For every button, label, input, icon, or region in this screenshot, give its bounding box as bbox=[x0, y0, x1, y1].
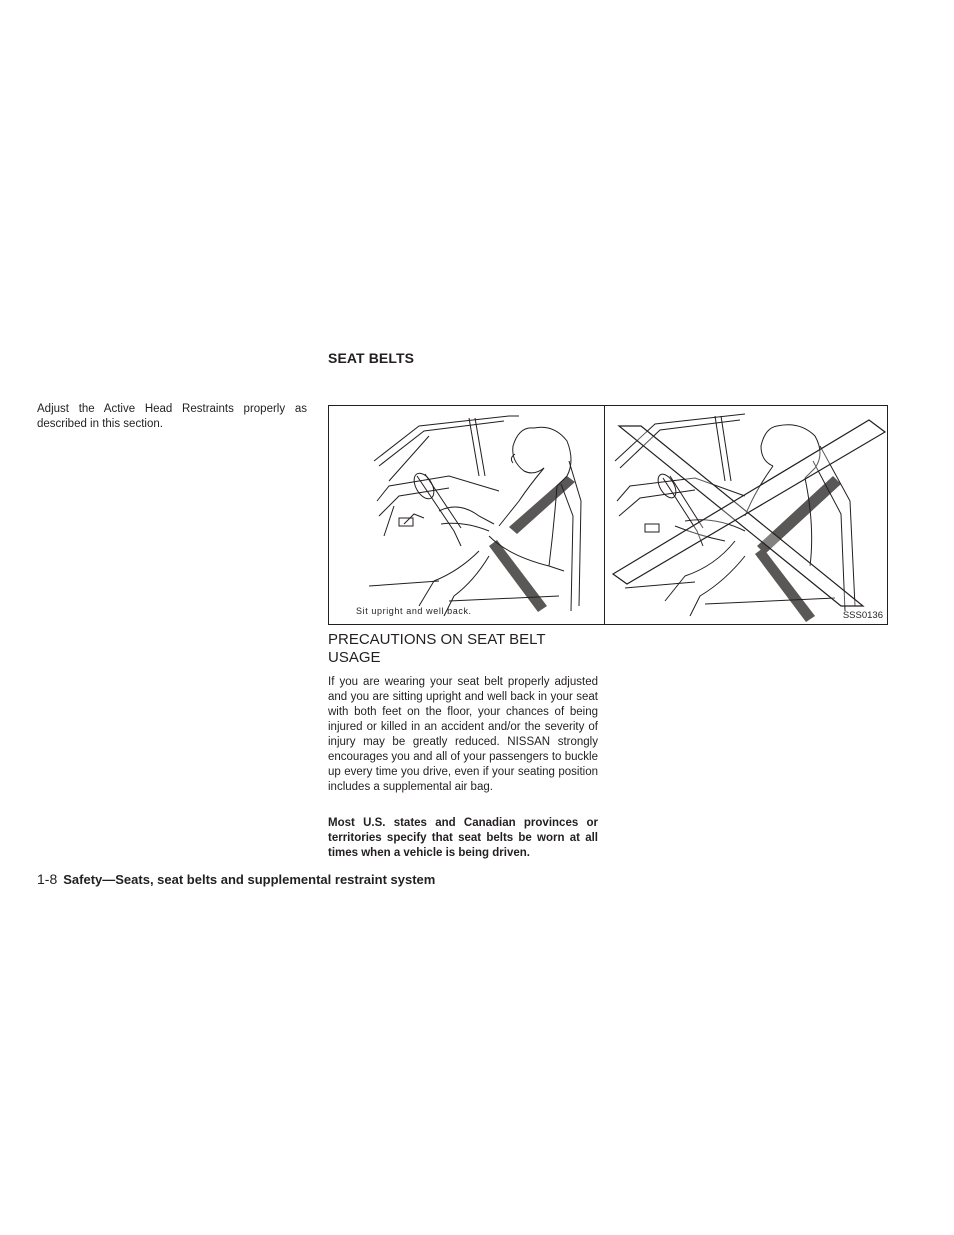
left-column-note: Adjust the Active Head Restraints properly as described in this section. bbox=[37, 403, 307, 430]
precautions-body: If you are wearing your seat belt properly adjusted and you are sitting upright and well back in your seat with both feet on the floor, your chances of being injured or killed in an accident and/or the severity of injury may be greatly reduced. NISSAN strongly encourages you and all of your passengers to buckle up every time you drive, even if your seating position includes a supplemental air bag. bbox=[328, 676, 598, 793]
upright-seating-illustration bbox=[329, 406, 604, 624]
precautions-heading: PRECAUTIONS ON SEAT BELT USAGE bbox=[328, 631, 546, 666]
figure-code: SSS0136 bbox=[842, 610, 883, 621]
seat-belt-law-note: Most U.S. states and Canadian provinces or territories specify that seat belts be worn at all times when a vehicle is being driven. bbox=[328, 817, 598, 859]
figure-caption: Sit upright and well back. bbox=[356, 606, 472, 616]
seat-belt-illustration bbox=[328, 405, 888, 625]
page-number: 1-8 bbox=[37, 871, 58, 887]
chapter-title: Safety—Seats, seat belts and supplemental restraint system bbox=[63, 872, 436, 887]
page-footer bbox=[37, 871, 435, 887]
reclined-seating-illustration bbox=[605, 406, 887, 624]
section-heading: SEAT BELTS bbox=[328, 350, 415, 366]
